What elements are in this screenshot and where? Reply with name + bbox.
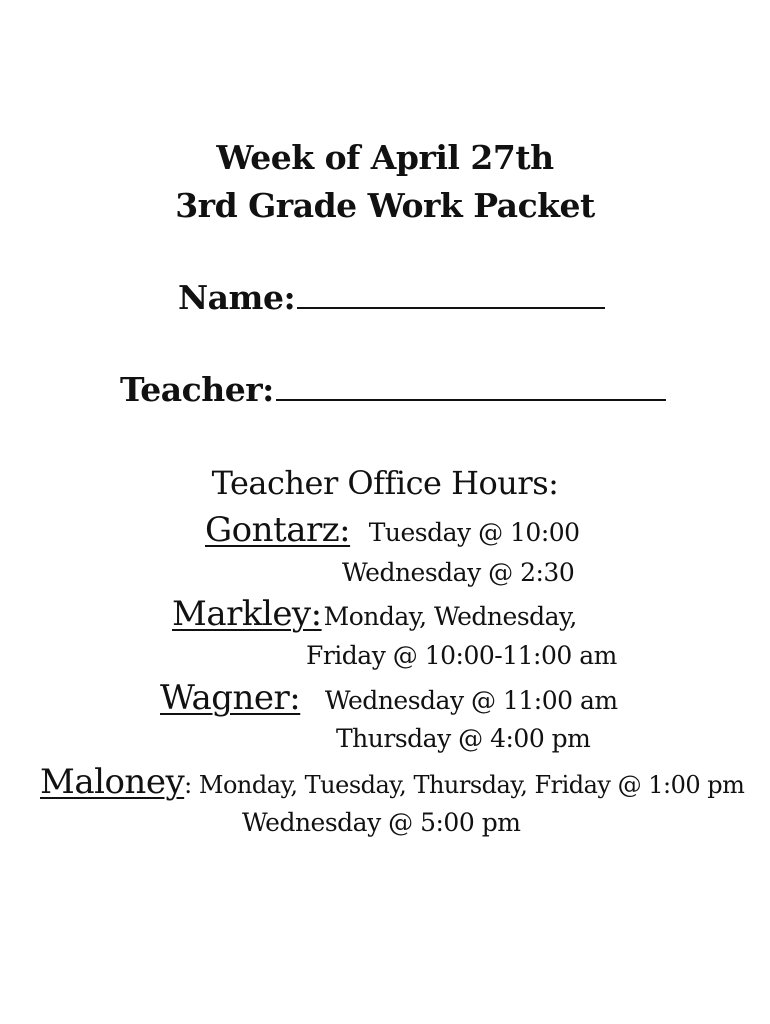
name-blank-line	[297, 306, 605, 309]
gontarz-hours-1: Tuesday @ 10:00	[368, 518, 580, 547]
markley-hours-2: Friday @ 10:00-11:00 am	[306, 641, 617, 670]
wagner-hours-1: Wednesday @ 11:00 am	[324, 686, 618, 715]
teacher-field	[120, 370, 666, 409]
week-title: Week of April 27th	[216, 138, 554, 177]
teacher-blank-line	[276, 398, 666, 401]
packet-title: 3rd Grade Work Packet	[175, 186, 595, 225]
name-field	[178, 278, 605, 317]
wagner-name: Wagner:	[160, 678, 301, 718]
office-hours-heading: Teacher Office Hours:	[211, 464, 559, 502]
markley-hours-1: Monday, Wednesday,	[323, 602, 577, 631]
maloney-row	[40, 762, 744, 802]
gontarz-row	[205, 510, 580, 550]
teacher-label: Teacher:	[120, 370, 274, 409]
name-label: Name:	[178, 278, 296, 317]
maloney-hours-2: Wednesday @ 5:00 pm	[242, 808, 521, 837]
gontarz-name: Gontarz:	[205, 510, 351, 550]
markley-row	[172, 594, 577, 634]
wagner-row	[160, 678, 618, 718]
wagner-hours-2: Thursday @ 4:00 pm	[336, 724, 591, 753]
maloney-hours-1: : Monday, Tuesday, Thursday, Friday @ 1:00 pm	[184, 771, 745, 799]
gontarz-hours-2: Wednesday @ 2:30	[342, 558, 575, 587]
markley-name: Markley:	[172, 594, 322, 634]
maloney-name: Maloney	[40, 762, 185, 802]
